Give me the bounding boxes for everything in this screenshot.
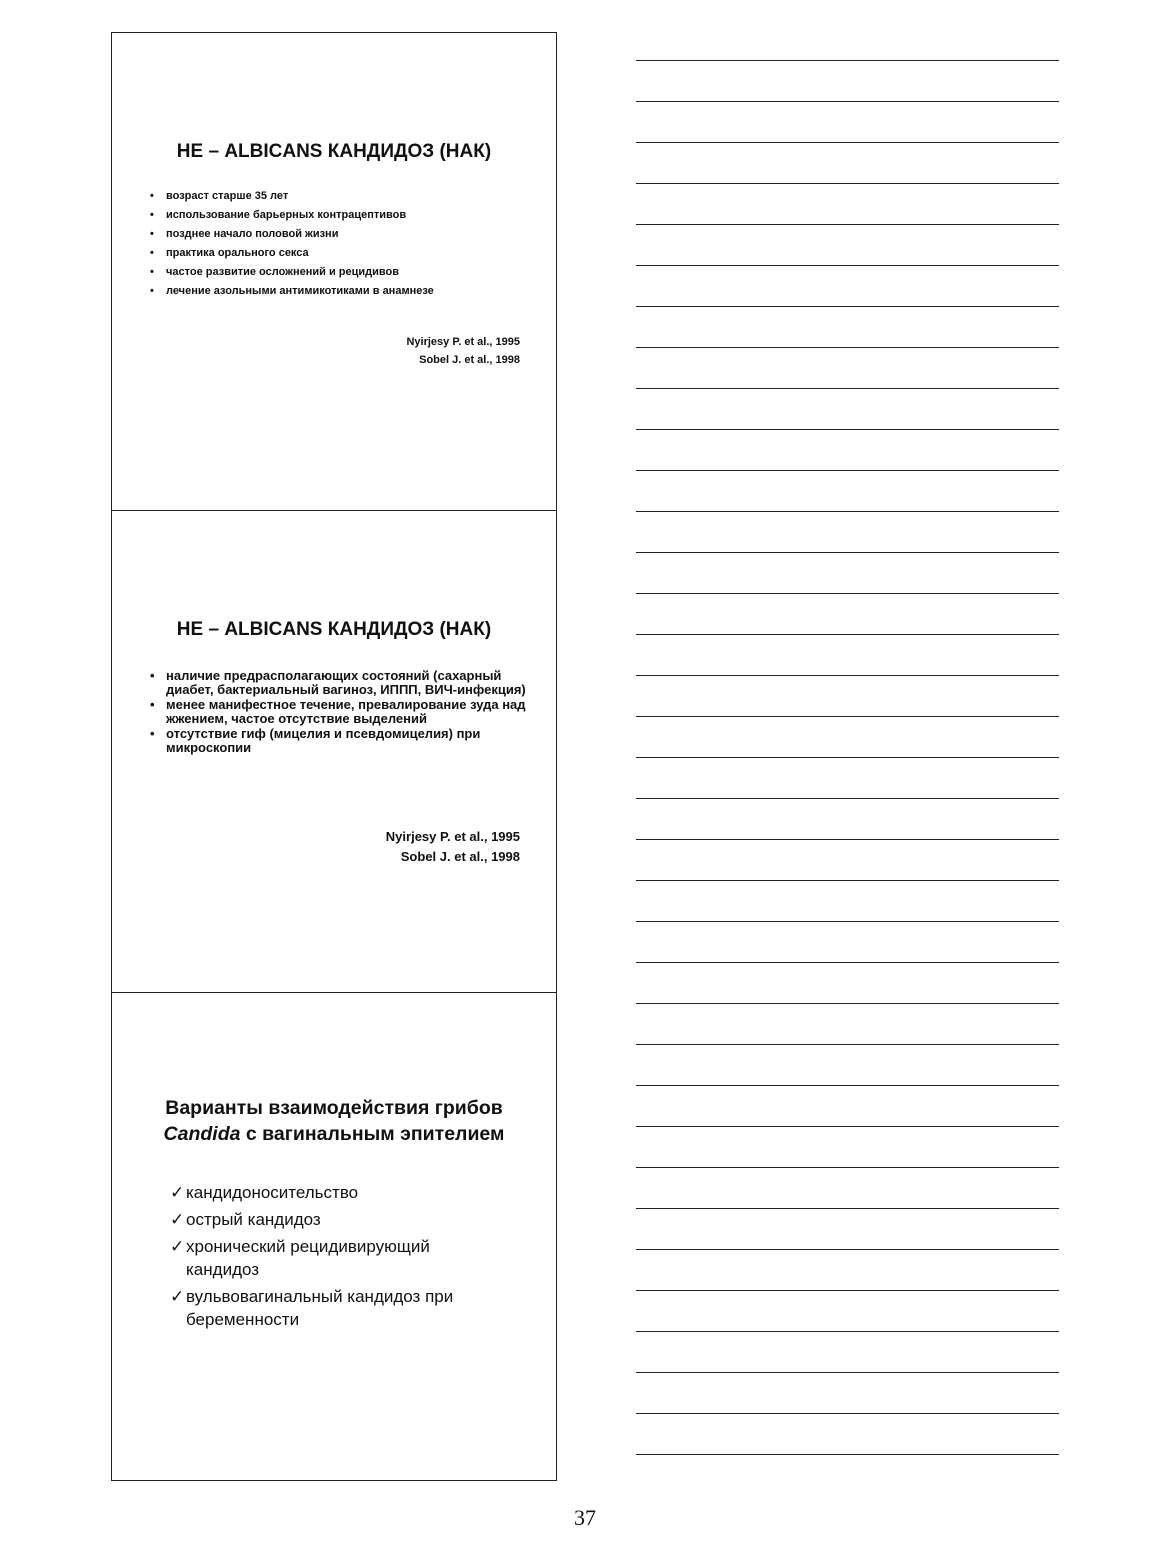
slide-2-bullets bbox=[150, 669, 530, 756]
note-line bbox=[636, 429, 1059, 430]
bullet-icon: • bbox=[150, 697, 155, 712]
list-item: • лечение азольными антимикотиками в анамнезе bbox=[150, 282, 434, 301]
bullet-icon: • bbox=[150, 285, 154, 297]
list-item: • практика орального секса bbox=[150, 244, 434, 263]
note-line bbox=[636, 757, 1059, 758]
note-line bbox=[636, 593, 1059, 594]
checkmark-icon: ✓ bbox=[170, 1183, 185, 1202]
bullet-icon: • bbox=[150, 266, 154, 278]
note-line bbox=[636, 511, 1059, 512]
slide-2-title: НЕ – ALBICANS КАНДИДОЗ (НАК) bbox=[176, 619, 492, 640]
note-line bbox=[636, 142, 1059, 143]
note-line bbox=[636, 1372, 1059, 1373]
list-item: ✓ вульвовагинальный кандидоз при беременности bbox=[170, 1287, 454, 1329]
note-line bbox=[636, 716, 1059, 717]
reference: Sobel J. et al., 1998 bbox=[419, 354, 520, 366]
slide-3-title: Варианты взаимодействия грибов Candida с вагинальным эпителием bbox=[163, 1097, 505, 1145]
reference: Sobel J. et al., 1998 bbox=[400, 849, 520, 864]
note-line bbox=[636, 798, 1059, 799]
bullet-icon: • bbox=[150, 209, 154, 221]
note-line bbox=[636, 675, 1059, 676]
note-line bbox=[636, 60, 1059, 61]
note-line bbox=[636, 1044, 1059, 1045]
page-number: 37 bbox=[574, 1505, 596, 1530]
slide-2 bbox=[112, 511, 556, 993]
list-item: • наличие предрасполагающих состояний (сахарный диабет, бактериальный вагиноз, ИППП, ВИЧ-инфекция) bbox=[150, 668, 526, 697]
note-line bbox=[636, 1413, 1059, 1414]
note-line bbox=[636, 1331, 1059, 1332]
note-line bbox=[636, 1249, 1059, 1250]
slide-2-references bbox=[386, 827, 520, 867]
note-line bbox=[636, 224, 1059, 225]
note-line bbox=[636, 347, 1059, 348]
bullet-icon: • bbox=[150, 668, 155, 683]
bullet-icon: • bbox=[150, 190, 154, 202]
note-line bbox=[636, 1167, 1059, 1168]
note-line bbox=[636, 306, 1059, 307]
list-item: • менее манифестное течение, превалирование зуда над жжением, частое отсутствие выделений bbox=[150, 697, 526, 726]
note-line bbox=[636, 1085, 1059, 1086]
bullet-icon: • bbox=[150, 247, 154, 259]
note-line bbox=[636, 1454, 1059, 1455]
slide-3 bbox=[112, 993, 556, 1480]
checkmark-icon: ✓ bbox=[170, 1210, 185, 1229]
bullet-icon: • bbox=[150, 726, 155, 741]
note-line bbox=[636, 183, 1059, 184]
note-line bbox=[636, 1126, 1059, 1127]
slides-panel bbox=[111, 32, 557, 1481]
slide-3-list bbox=[170, 1181, 500, 1335]
reference: Nyirjesy P. et al., 1995 bbox=[406, 336, 520, 348]
bullet-icon: • bbox=[150, 228, 154, 240]
note-line bbox=[636, 962, 1059, 963]
note-line bbox=[636, 1208, 1059, 1209]
checkmark-icon: ✓ bbox=[170, 1287, 185, 1306]
note-line bbox=[636, 839, 1059, 840]
note-line bbox=[636, 1003, 1059, 1004]
list-item: ✓ острый кандидоз bbox=[170, 1210, 321, 1229]
list-item: • частое развитие осложнений и рецидивов bbox=[150, 263, 434, 282]
list-item: • возраст старше 35 лет bbox=[150, 187, 434, 206]
list-item: • отсутствие гиф (мицелия и псевдомицелия) при микроскопии bbox=[150, 726, 481, 755]
note-line bbox=[636, 470, 1059, 471]
checkmark-icon: ✓ bbox=[170, 1237, 185, 1256]
note-line bbox=[636, 388, 1059, 389]
note-line bbox=[636, 265, 1059, 266]
note-line bbox=[636, 1290, 1059, 1291]
note-line bbox=[636, 921, 1059, 922]
note-line bbox=[636, 552, 1059, 553]
note-line bbox=[636, 634, 1059, 635]
slide-1-references bbox=[406, 333, 520, 369]
note-line bbox=[636, 880, 1059, 881]
note-line bbox=[636, 101, 1059, 102]
list-item: ✓ кандидоносительство bbox=[170, 1183, 359, 1202]
list-item: ✓ хронический рецидивирующий кандидоз bbox=[170, 1237, 430, 1279]
slide-1 bbox=[112, 33, 556, 511]
slide-1-title: НЕ – ALBICANS КАНДИДОЗ (НАК) bbox=[176, 141, 492, 162]
list-item: • позднее начало половой жизни bbox=[150, 225, 434, 244]
slide-1-bullets bbox=[150, 187, 434, 301]
reference: Nyirjesy P. et al., 1995 bbox=[385, 829, 520, 844]
list-item: • использование барьерных контрацептивов bbox=[150, 206, 434, 225]
